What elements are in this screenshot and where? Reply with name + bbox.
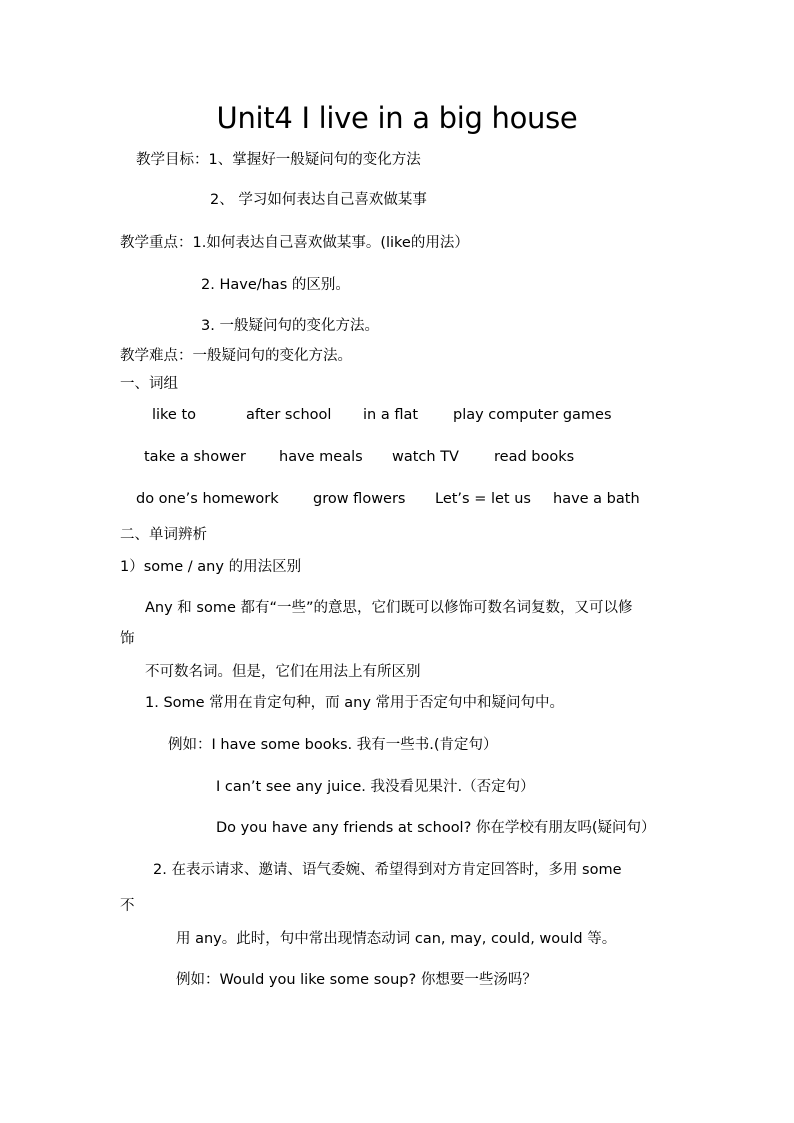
key-points-line-3: 3. 一般疑问句的变化方法。 [201, 318, 379, 334]
rule-2-line-3: 用 any。此时，句中常出现情态动词 can, may, could, would 等。 [176, 931, 617, 947]
rule-2-line-1: 2. 在表示请求、邀请、语气委婉、希望得到对方肯定回答时，多用 some [153, 862, 622, 878]
rule-2-line-2: 不 [120, 898, 135, 914]
phrase-do-ones-homework: do one’s homework [136, 491, 279, 507]
phrase-watch-tv: watch TV [392, 449, 459, 465]
document-title: Unit4 I live in a big house [216, 101, 578, 135]
intro-line-3: 不可数名词。但是，它们在用法上有所区别 [145, 664, 421, 680]
phrase-like-to: like to [152, 407, 197, 423]
phrase-play-computer-games: play computer games [453, 407, 612, 423]
phrase-have-a-bath: have a bath [553, 491, 640, 507]
subsection-1-heading: 1）some / any 的用法区别 [120, 559, 302, 575]
difficulty-line: 教学难点：一般疑问句的变化方法。 [120, 348, 352, 364]
phrase-take-a-shower: take a shower [144, 449, 246, 465]
objectives-line-1: 教学目标：1、掌握好一般疑问句的变化方法 [136, 152, 421, 168]
objectives-line-2: 2、 学习如何表达自己喜欢做某事 [210, 192, 427, 208]
example-4: 例如：Would you like some soup? 你想要一些汤吗？ [176, 972, 537, 988]
phrase-after-school: after school [246, 407, 332, 423]
phrase-grow-flowers: grow flowers [313, 491, 406, 507]
phrase-have-meals: have meals [279, 449, 363, 465]
section-2-heading: 二、单词辨析 [120, 527, 207, 543]
key-points-line-1: 教学重点：1.如何表达自己喜欢做某事。(like的用法） [120, 235, 469, 251]
intro-line-2: 饰 [120, 631, 135, 647]
intro-line-1: Any 和 some 都有“一些”的意思，它们既可以修饰可数名词复数，又可以修 [145, 600, 633, 616]
section-1-heading: 一、词组 [120, 376, 178, 392]
example-3: Do you have any friends at school? 你在学校有朋友吗(疑问句） [216, 820, 656, 836]
key-points-line-2: 2. Have/has 的区别。 [201, 277, 350, 293]
phrase-read-books: read books [494, 449, 575, 465]
example-1: 例如：I have some books. 我有一些书.(肯定句） [168, 737, 498, 753]
example-2: I can’t see any juice. 我没看见果汁.（否定句） [216, 779, 535, 795]
phrase-in-a-flat: in a flat [363, 407, 419, 423]
rule-1: 1. Some 常用在肯定句种，而 any 常用于否定句中和疑问句中。 [145, 695, 565, 711]
phrase-lets: Let’s = let us [435, 491, 531, 507]
